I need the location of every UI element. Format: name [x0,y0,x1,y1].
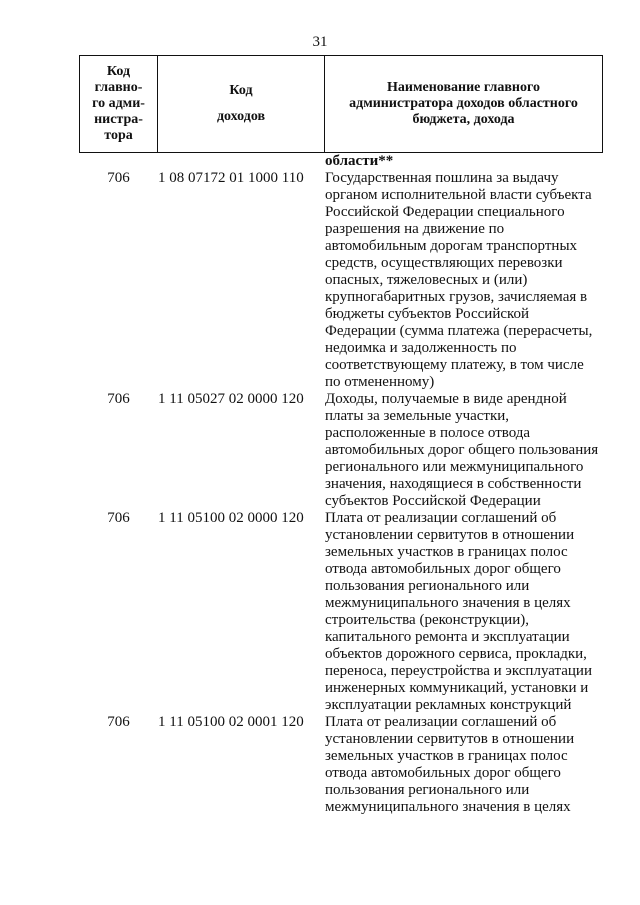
header-revenue-code-line: Код [229,83,253,98]
cell-admin-code: 706 [107,391,130,407]
header-admin-code-line: главно- [94,80,143,95]
table-header [80,56,603,153]
cell-name: Государственная пошлина за выдачу органом исполнительной власти субъекта Российской Федерации специального разрешения на движение по автомобильным дорогам транспортных средств, осуществляющих перевозки опасных, тяжеловесных и (или) крупногабаритных грузов, зачисляемая в бюджеты субъектов Российской Федерации (сумма платежа (перерасчеты, недоимка и задолженность по соответствующему платежу, в том числе по отмененному) [325,170,593,390]
header-admin-code-line: тора [104,128,133,143]
header-name [325,56,603,153]
cell-admin-code: 706 [107,714,130,730]
header-name-line: администратора доходов областного [349,96,578,111]
table-row [80,391,603,510]
cell-admin-code: 706 [107,510,130,526]
table-row [80,714,603,816]
table-row [80,510,603,714]
header-admin-code-line: го адми- [92,96,145,111]
table-row [80,170,603,391]
header-admin-code [80,56,158,153]
cell-name-continuation: области** [325,153,394,169]
cell-admin-code [80,153,158,171]
table-row-continuation [80,153,603,171]
cell-name: Плата от реализации соглашений об установлении сервитутов в отношении земельных участков в границах полос отвода автомобильных дорог общего пользования регионального или межмуниципального значения в целях строительства (реконструкции), капитального ремонта и эксплуатации объектов дорожного сервиса, прокладки, переноса, переустройства и эксплуатации инженерных коммуникаций, установки и эксплуатации рекламных конструкций [325,510,592,713]
header-revenue-code-line: доходов [216,109,266,124]
cell-revenue-code: 1 11 05100 02 0001 120 [158,714,304,730]
cell-name: Доходы, получаемые в виде арендной платы за земельные участки, расположенные в полосе отвода автомобильных дорог общего пользования регионального или межмуниципального значения, находящиеся в собственности субъектов Российской Федерации [325,391,599,509]
cell-revenue-code [158,153,325,171]
header-name-line: Наименование главного [387,80,540,95]
header-revenue-code [158,56,325,153]
header-admin-code-line: Код [106,64,131,79]
revenue-table [79,55,603,816]
cell-admin-code: 706 [107,170,130,186]
cell-revenue-code: 1 11 05100 02 0000 120 [158,510,304,526]
header-name-line: бюджета, дохода [412,112,515,127]
cell-revenue-code: 1 11 05027 02 0000 120 [158,391,304,407]
header-admin-code-line: нистра- [94,112,143,127]
cell-name: Плата от реализации соглашений об установлении сервитутов в отношении земельных участков в границах полос отвода автомобильных дорог общего пользования регионального или межмуниципального значения в целях [325,714,575,815]
cell-revenue-code: 1 08 07172 01 1000 110 [158,170,304,186]
page-number: 31 [312,34,328,50]
